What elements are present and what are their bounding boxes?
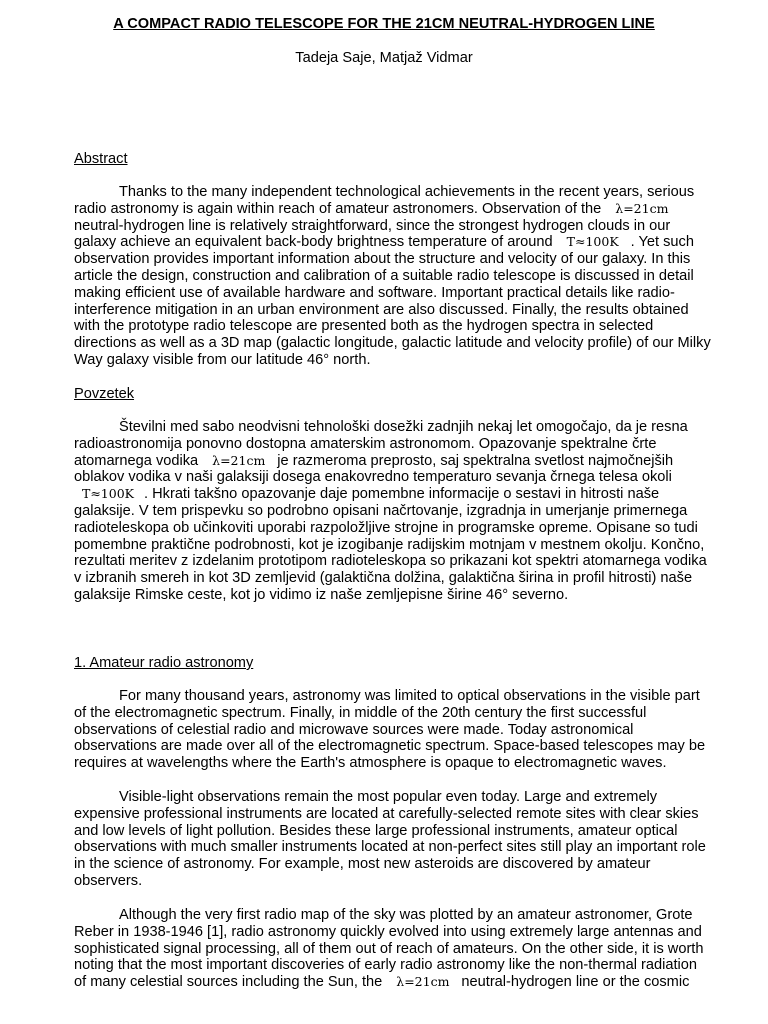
paper-title: A COMPACT RADIO TELESCOPE FOR THE 21CM NEUTRAL-HYDROGEN LINE bbox=[113, 16, 655, 32]
temperature-formula: T≈100K bbox=[82, 486, 135, 502]
abstract-text: . Yet such bbox=[630, 234, 694, 251]
abstract-line bbox=[74, 234, 754, 251]
povzetek-line: Številni med sabo neodvisni tehnološki dosežki zadnjih nekaj let omogočajo, da je resna bbox=[119, 419, 688, 435]
povzetek-line: galaksije. V tem prispevku so podrobno opisani načrtovanje, izgradnja in umerjanje primernega bbox=[74, 502, 688, 519]
abstract-line bbox=[74, 201, 754, 218]
abstract-heading: Abstract bbox=[74, 151, 128, 167]
body-line: sophisticated signal processing, all of them out of reach of amateurs. On the other side, it is worth bbox=[74, 940, 704, 957]
section-1-paragraph-2 bbox=[74, 789, 754, 890]
povzetek-line: radioteleskopa ob učinkoviti uporabi razpoložljive strojne in programske opreme. Opisane so tudi bbox=[74, 519, 698, 536]
povzetek-line: rezultati meritev z izdelanim prototipom radioteleskopa so prikazani kot spektri atomarnega vodika bbox=[74, 553, 707, 570]
body-line: of the electromagnetic spectrum. Finally, in middle of the 20th century the first successful bbox=[74, 704, 647, 721]
section-1-heading: 1. Amateur radio astronomy bbox=[74, 655, 254, 671]
abstract-line: Thanks to the many independent technological achievements in the recent years, serious bbox=[119, 184, 695, 200]
abstract-line: article the design, construction and calibration of a suitable radio telescope is discussed in detail bbox=[74, 267, 694, 284]
body-line: in the science of astronomy. For example, most new asteroids are discovered by amateur bbox=[74, 856, 651, 873]
povzetek-line: v izbranih smereh in kot 3D zemljevid (galaktična dolžina, galaktična širina in profil hitrosti) naše bbox=[74, 570, 693, 587]
body-text: neutral-hydrogen line or the cosmic bbox=[461, 974, 690, 991]
povzetek-line: galaksije Rimske ceste, kot jo vidimo iz naše zemljepisne širine 46° severno. bbox=[74, 586, 569, 603]
body-line: observations are made over all of the electromagnetic spectrum. Space-based telescopes may be bbox=[74, 738, 706, 755]
body-line: and low levels of light pollution. Besides these large professional instruments, amateur optical bbox=[74, 822, 678, 839]
body-line: noting that the most important discoveries of early radio astronomy like the non-thermal radiation bbox=[74, 957, 697, 974]
body-line: observations of celestial radio and microwave sources were made. Today astronomical bbox=[74, 721, 634, 738]
body-line: For many thousand years, astronomy was limited to optical observations in the visible part bbox=[119, 688, 700, 704]
abstract-text: galaxy achieve an equivalent back-body brightness temperature of around bbox=[74, 234, 553, 251]
body-line: Reber in 1938-1946 [1], radio astronomy quickly evolved into using extremely large antennas and bbox=[74, 923, 702, 940]
body-line: Visible-light observations remain the most popular even today. Large and extremely bbox=[119, 789, 658, 805]
abstract-line: making efficient use of available hardware and software. Important practical details like radio- bbox=[74, 284, 675, 301]
lambda-formula: λ=21cm bbox=[615, 200, 669, 216]
povzetek-line: oblakov vodika v naši galaksiji dosega enakovredno temperaturo sevanja črnega telesa okoli bbox=[74, 469, 672, 486]
lambda-formula: λ=21cm bbox=[396, 974, 450, 990]
povzetek-text: je razmeroma preprosto, saj spektralna svetlost najmočnejših bbox=[277, 452, 674, 469]
paper-authors: Tadeja Saje, Matjaž Vidmar bbox=[295, 50, 473, 66]
lambda-formula: λ=21cm bbox=[212, 452, 266, 468]
povzetek-line bbox=[74, 486, 754, 503]
body-line: expensive professional instruments are located at carefully-selected remote sites with clear skies bbox=[74, 805, 699, 822]
body-line: Although the very first radio map of the sky was plotted by an amateur astronomer, Grote bbox=[119, 907, 693, 923]
povzetek-line: radioastronomija ponovno dostopna amaterskim astronomom. Opazovanje spektralne črte bbox=[74, 435, 657, 452]
povzetek-heading: Povzetek bbox=[74, 386, 135, 402]
body-line bbox=[74, 974, 754, 991]
temperature-formula: T≈100K bbox=[566, 234, 619, 250]
abstract-line: observation provides important information about the structure and velocity of our galaxy. In this bbox=[74, 251, 691, 268]
section-1-paragraph-1 bbox=[74, 688, 754, 772]
povzetek-text: atomarnega vodika bbox=[74, 452, 199, 469]
povzetek-line bbox=[74, 453, 754, 470]
abstract-paragraph bbox=[74, 184, 754, 369]
body-line: requires at wavelengths where the Earth's atmosphere is opaque to electromagnetic waves. bbox=[74, 755, 667, 772]
povzetek-line: pomembne praktične podrobnosti, kot je izogibanje radijskim motnjam v mestnem okolju. Končno, bbox=[74, 536, 705, 553]
section-1-paragraph-3 bbox=[74, 907, 754, 991]
body-line: observers. bbox=[74, 872, 143, 889]
povzetek-paragraph bbox=[74, 419, 754, 604]
povzetek-text: . Hkrati takšno opazovanje daje pomembne informacije o sestavi in hitrosti naše bbox=[144, 486, 660, 503]
body-text: of many celestial sources including the Sun, the bbox=[74, 974, 383, 991]
abstract-line: directions as well as a 3D map (galactic longitude, galactic latitude and velocity profile) of our Milky bbox=[74, 335, 711, 352]
body-line: observations with much smaller instruments located at non-perfect sites still play an important role bbox=[74, 839, 706, 856]
abstract-text: radio astronomy is again within reach of amateur astronomers. Observation of the bbox=[74, 200, 602, 217]
abstract-line: interference mitigation in an urban environment are also discussed. Finally, the results obtained bbox=[74, 301, 689, 318]
abstract-line: neutral-hydrogen line is relatively straightforward, since the strongest hydrogen clouds in our bbox=[74, 217, 671, 234]
abstract-line: with the prototype radio telescope are presented both as the hydrogen spectra in selected bbox=[74, 318, 654, 335]
abstract-line: Way galaxy visible from our latitude 46° north. bbox=[74, 351, 371, 368]
